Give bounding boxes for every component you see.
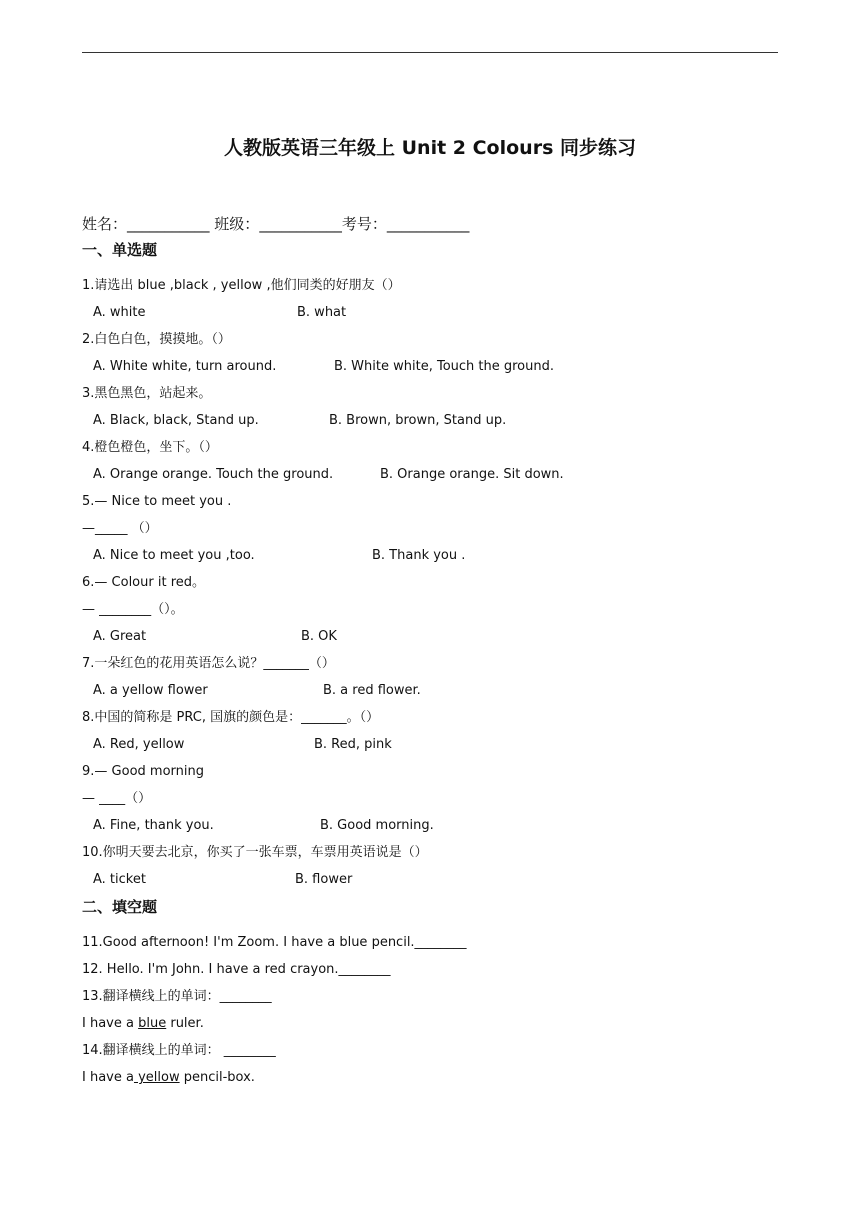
student-info-row [82,215,469,233]
class-label: 班级： [214,215,260,233]
question-stem: 8.中国的简称是 PRC, 国旗的颜色是：_______。（） [82,710,380,725]
option-b[interactable]: B. Thank you . [372,548,466,563]
class-blank: ___________ [259,215,342,233]
name-blank: ___________ [127,215,210,233]
sentence-text: I have a [82,1070,134,1085]
section1-heading: 一、单选题 [82,241,158,259]
option-a[interactable]: A. a yellow flower [93,683,208,698]
option-a[interactable]: A. Fine, thank you. [93,818,214,833]
question-12: 12. Hello. I'm John. I have a red crayon.________ [82,962,391,977]
question-stem: 1.请选出 blue ,black , yellow ,他们同类的好朋友（） [82,278,401,293]
question-stem: 10.你明天要去北京，你买了一张车票，车票用英语说是（） [82,845,428,860]
question-stem: 7.一朵红色的花用英语怎么说？_______（） [82,656,335,671]
option-b[interactable]: B. flower [295,872,353,887]
option-a[interactable]: A. ticket [93,872,146,887]
question-stem: 2.白色白色，摸摸地。（） [82,332,231,347]
option-b[interactable]: B. Good morning. [320,818,434,833]
underlined-word: yellow [133,1070,180,1085]
header-rule [82,52,778,53]
number-label: 考号： [341,215,387,233]
option-b[interactable]: B. OK [301,629,337,644]
underlined-word: blue [138,1016,167,1031]
number-blank: ___________ [386,215,470,233]
option-b[interactable]: B. Orange orange. Sit down. [380,467,564,482]
question-response-line: —_____ （） [82,521,158,536]
question-13-sentence [82,1015,204,1033]
option-a[interactable]: A. Orange orange. Touch the ground. [93,467,334,482]
question-response-line: — ________（）。 [82,602,184,617]
question-stem: 5.— Nice to meet you . [82,494,232,509]
question-14: 14.翻译横线上的单词： ________ [82,1043,276,1058]
question-stem: 4.橙色橙色，坐下。（） [82,440,218,455]
option-a[interactable]: A. white [93,305,146,320]
question-stem: 6.— Colour it red。 [82,575,205,590]
option-b[interactable]: B. a red flower. [323,683,421,698]
option-b[interactable]: B. White white, Touch the ground. [334,359,554,374]
option-a[interactable]: A. White white, turn around. [93,359,277,374]
sentence-text: ruler. [166,1016,204,1031]
sentence-text: I have a [82,1016,139,1031]
option-a[interactable]: A. Great [93,629,147,644]
question-14-sentence [82,1069,255,1087]
page-title: 人教版英语三年级上 Unit 2 Colours 同步练习 [224,137,636,159]
question-stem: 3.黑色黑色，站起来。 [82,386,212,401]
name-label: 姓名： [82,215,128,233]
option-b[interactable]: B. Brown, brown, Stand up. [329,413,507,428]
option-b[interactable]: B. Red, pink [314,737,392,752]
option-a[interactable]: A. Red, yellow [93,737,185,752]
question-11: 11.Good afternoon! I'm Zoom. I have a blue pencil.________ [82,935,467,950]
question-response-line: — ____（） [82,791,152,806]
question-stem: 9.— Good morning [82,764,204,779]
option-a[interactable]: A. Black, black, Stand up. [93,413,259,428]
option-a[interactable]: A. Nice to meet you ,too. [93,548,255,563]
question-13: 13.翻译横线上的单词：________ [82,989,272,1004]
sentence-text: pencil-box. [179,1070,255,1085]
section2-heading: 二、填空题 [82,898,158,916]
option-b[interactable]: B. what [297,305,347,320]
